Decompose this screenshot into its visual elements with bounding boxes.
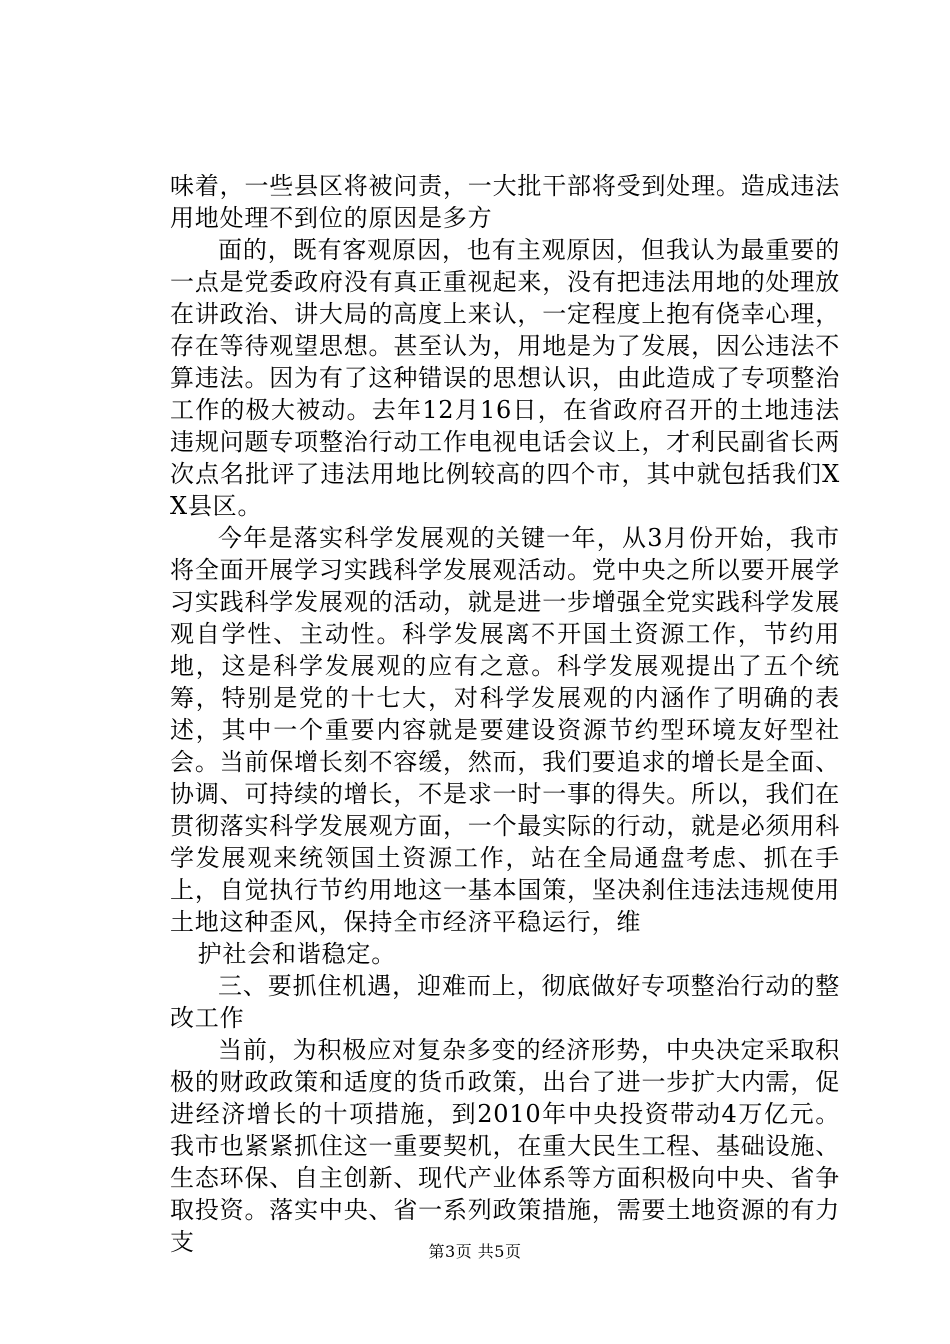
paragraph-social-harmony: 护社会和谐稳定。 [197,940,396,968]
paragraph-scientific-development: 今年是落实科学发展观的关键一年，从3月份开始，我市将全面开展学习实践科学发展观活动。党中央之所以要开展学习实践科学发展观的活动，就是进一步增强全党实践科学发展观自学性、主动性。科学发展离不开国土资源工作，节约用地，这是科学发展观的应有之意。科学发展观提出了五个统筹，特别是党的十七大，对科学发展观的内涵作了明确的表述，其中一个重要内容就是要建设资源节约型环境友好型社会。当前保增长刻不容缓，然而，我们要追求的增长是全面、协调、可持续的增长，不是求一时一事的得失。所以，我们在贯彻落实科学发展观方面，一个最实际的行动，就是必须用科学发展观来统领国土资源工作，站在全局通盘考虑、抓在手上，自觉执行节约用地这一基本国策，坚决刹住违法违规使用土地这种歪风，保持全市经济平稳运行，维 [170,524,840,936]
section-heading-three: 三、要抓住机遇，迎难而上，彻底做好专项整治行动的整改工作 [170,972,840,1032]
paragraph-continuation: 味着，一些县区将被问责，一大批干部将受到处理。造成违法用地处理不到位的原因是多方 [170,172,840,232]
page-number-footer: 第3页 共5页 [428,1242,522,1261]
paragraph-economic-policy: 当前，为积极应对复杂多变的经济形势，中央决定采取积极的财政政策和适度的货币政策，出台了进一步扩大内需，促进经济增长的十项措施，到2010年中央投资带动4万亿元。我市也紧紧抓住这一重要契机，在重大民生工程、基础设施、生态环保、自主创新、现代产业体系等方面积极向中央、省争取投资。落实中央、省一系列政策措施，需要土地资源的有力支 [170,1036,840,1256]
document-body [170,170,840,1258]
paragraph-causes: 面的，既有客观原因，也有主观原因，但我认为最重要的一点是党委政府没有真正重视起来，没有把违法用地的处理放在讲政治、讲大局的高度上来认，一定程度上抱有侥幸心理，存在等待观望思想。甚至认为，用地是为了发展，因公违法不算违法。因为有了这种错误的思想认识，由此造成了专项整治工作的极大被动。去年12月16日，在省政府召开的土地违法违规问题专项整治行动工作电视电话会议上，才利民副省长两次点名批评了违法用地比例较高的四个市，其中就包括我们XX县区。 [170,236,840,520]
